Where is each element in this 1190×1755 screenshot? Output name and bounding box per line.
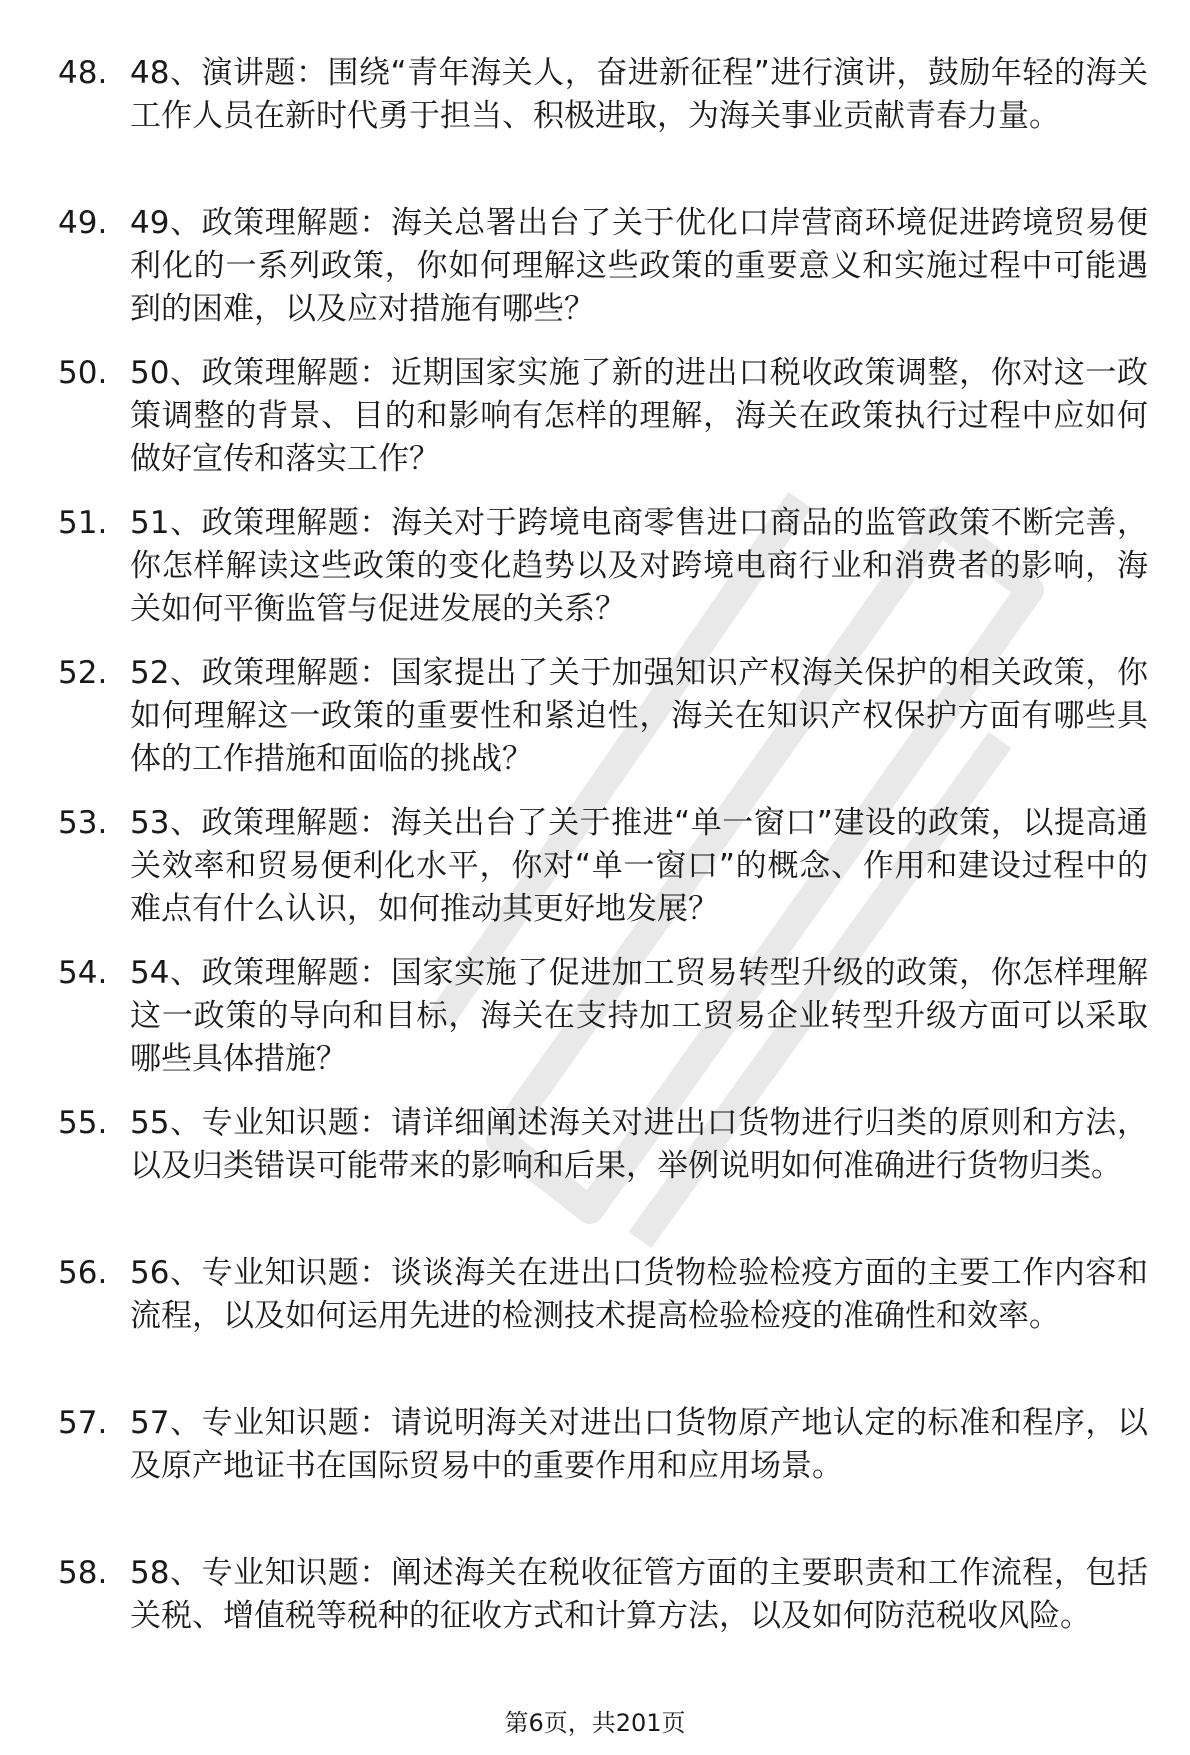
page-footer bbox=[0, 1708, 1190, 1738]
question-list bbox=[58, 52, 1148, 1702]
question-item bbox=[58, 502, 1148, 652]
question-number: 48. bbox=[58, 55, 108, 91]
question-number: 51. bbox=[58, 505, 108, 541]
question-item bbox=[58, 1252, 1148, 1402]
question-number: 56. bbox=[58, 1255, 108, 1291]
question-item bbox=[58, 202, 1148, 352]
question-item bbox=[58, 1552, 1148, 1702]
question-number: 55. bbox=[58, 1105, 108, 1141]
question-number: 54. bbox=[58, 955, 108, 991]
page-number-label: 第6页，共201页 bbox=[504, 1709, 686, 1737]
question-item bbox=[58, 1102, 1148, 1252]
question-number: 49. bbox=[58, 205, 108, 241]
question-number: 53. bbox=[58, 805, 108, 841]
question-text: 48、演讲题：围绕“青年海关人，奋进新征程”进行演讲，鼓励年轻的海关工作人员在新时代勇于担当、积极进取，为海关事业贡献青春力量。 bbox=[130, 55, 1148, 134]
question-text: 54、政策理解题：国家实施了促进加工贸易转型升级的政策，你怎样理解这一政策的导向和目标，海关在支持加工贸易企业转型升级方面可以采取哪些具体措施？ bbox=[130, 955, 1148, 1077]
question-text: 57、专业知识题：请说明海关对进出口货物原产地认定的标准和程序，以及原产地证书在国际贸易中的重要作用和应用场景。 bbox=[130, 1405, 1148, 1484]
question-item bbox=[58, 352, 1148, 502]
question-number: 58. bbox=[58, 1555, 108, 1591]
question-item bbox=[58, 1402, 1148, 1552]
question-number: 50. bbox=[58, 355, 108, 391]
question-number: 57. bbox=[58, 1405, 108, 1441]
question-item bbox=[58, 952, 1148, 1102]
question-text: 52、政策理解题：国家提出了关于加强知识产权海关保护的相关政策，你如何理解这一政策的重要性和紧迫性，海关在知识产权保护方面有哪些具体的工作措施和面临的挑战？ bbox=[130, 655, 1148, 777]
question-item bbox=[58, 652, 1148, 802]
question-item bbox=[58, 802, 1148, 952]
question-text: 50、政策理解题：近期国家实施了新的进出口税收政策调整，你对这一政策调整的背景、目的和影响有怎样的理解，海关在政策执行过程中应如何做好宣传和落实工作？ bbox=[130, 355, 1148, 477]
question-text: 56、专业知识题：谈谈海关在进出口货物检验检疫方面的主要工作内容和流程，以及如何运用先进的检测技术提高检验检疫的准确性和效率。 bbox=[130, 1255, 1148, 1334]
question-text: 49、政策理解题：海关总署出台了关于优化口岸营商环境促进跨境贸易便利化的一系列政策，你如何理解这些政策的重要意义和实施过程中可能遇到的困难，以及应对措施有哪些？ bbox=[130, 205, 1148, 327]
question-text: 51、政策理解题：海关对于跨境电商零售进口商品的监管政策不断完善，你怎样解读这些政策的变化趋势以及对跨境电商行业和消费者的影响，海关如何平衡监管与促进发展的关系？ bbox=[130, 505, 1148, 627]
question-text: 55、专业知识题：请详细阐述海关对进出口货物进行归类的原则和方法，以及归类错误可能带来的影响和后果，举例说明如何准确进行货物归类。 bbox=[130, 1105, 1148, 1184]
question-text: 53、政策理解题：海关出台了关于推进“单一窗口”建设的政策，以提高通关效率和贸易便利化水平，你对“单一窗口”的概念、作用和建设过程中的难点有什么认识，如何推动其更好地发展？ bbox=[130, 805, 1148, 927]
question-item bbox=[58, 52, 1148, 202]
question-text: 58、专业知识题：阐述海关在税收征管方面的主要职责和工作流程，包括关税、增值税等税种的征收方式和计算方法，以及如何防范税收风险。 bbox=[130, 1555, 1148, 1634]
question-number: 52. bbox=[58, 655, 108, 691]
